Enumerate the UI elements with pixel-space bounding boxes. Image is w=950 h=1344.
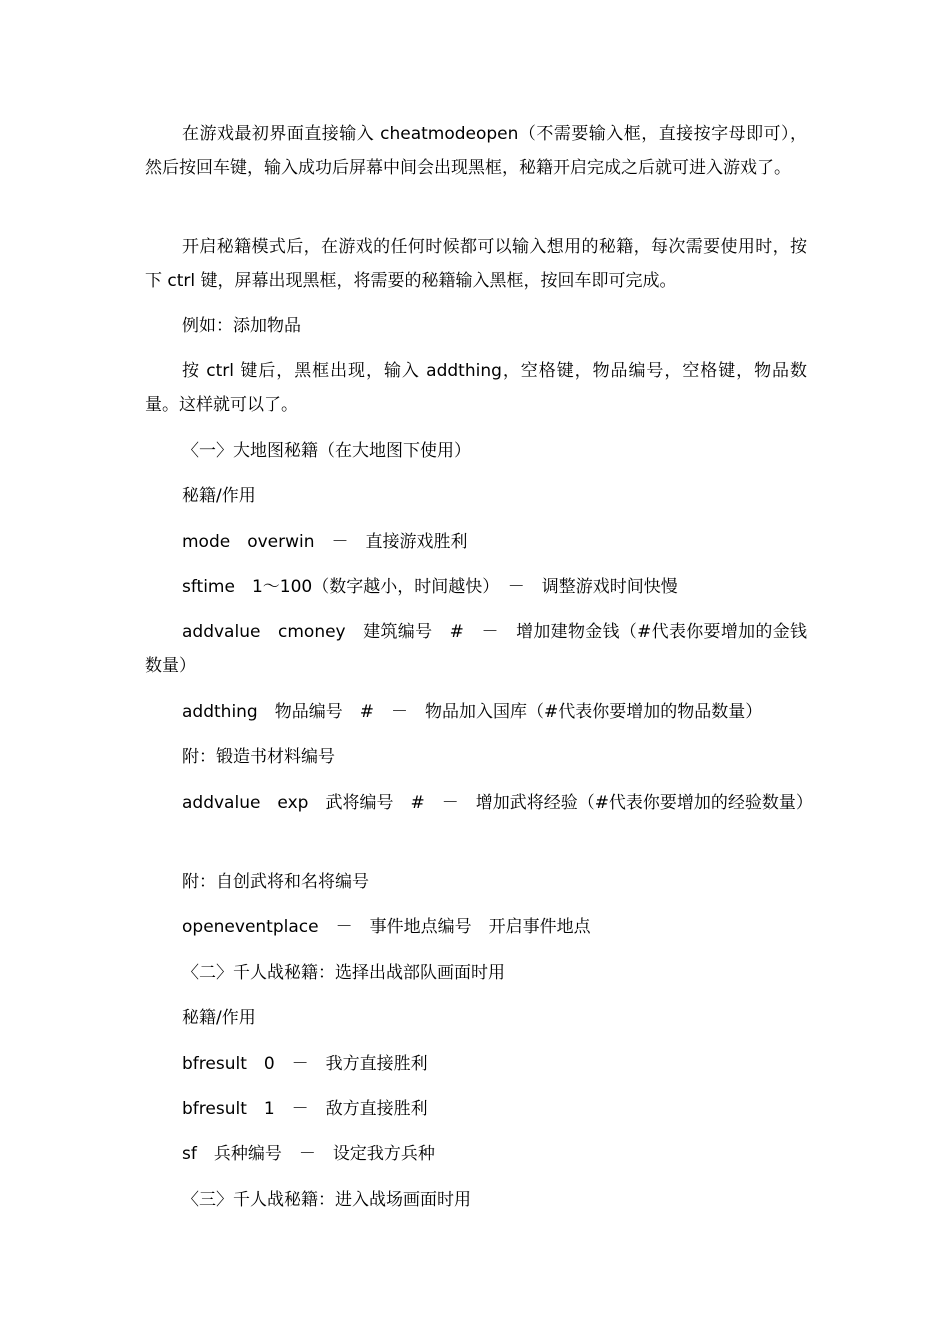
cheat-line: openeventplace － 事件地点编号 开启事件地点 (182, 917, 591, 937)
cheat-line: addvalue cmoney 建筑编号 # － 增加建物金钱（#代表你要增加的金钱数量） (145, 622, 807, 676)
cheat-line: bfresult 0 － 我方直接胜利 (182, 1054, 428, 1074)
section-heading-3: 〈三〉千人战秘籍：进入战场画面时用 (182, 1190, 471, 1210)
paragraph-cheatmode-intro: 在游戏最初界面直接输入 cheatmodeopen（不需要输入框，直接按字母即可），然后按回车键，输入成功后屏幕中间会出现黑框，秘籍开启完成之后就可进入游戏了。 (145, 124, 807, 178)
paragraph-usage: 开启秘籍模式后，在游戏的任何时候都可以输入想用的秘籍，每次需要使用时，按下 ctrl 键，屏幕出现黑框，将需要的秘籍输入黑框，按回车即可完成。 (145, 237, 807, 291)
table-header-cheat-effect: 秘籍/作用 (182, 1008, 256, 1028)
paragraph-example-steps: 按 ctrl 键后，黑框出现，输入 addthing，空格键，物品编号，空格键，物品数量。这样就可以了。 (145, 361, 807, 415)
section-heading-2: 〈二〉千人战秘籍：选择出战部队画面时用 (182, 963, 505, 983)
note-line: 附：锻造书材料编号 (182, 747, 335, 767)
cheat-line: addvalue exp 武将编号 # － 增加武将经验（#代表你要增加的经验数量） (182, 793, 813, 813)
note-line: 附：自创武将和名将编号 (182, 872, 369, 892)
cheat-line: addthing 物品编号 # － 物品加入国库（#代表你要增加的物品数量） (182, 702, 763, 722)
paragraph-example-heading: 例如：添加物品 (182, 316, 301, 336)
cheat-line: mode overwin － 直接游戏胜利 (182, 532, 468, 552)
cheat-line: sf 兵种编号 － 设定我方兵种 (182, 1144, 435, 1164)
cheat-line: bfresult 1 － 敌方直接胜利 (182, 1099, 428, 1119)
table-header-cheat-effect: 秘籍/作用 (182, 486, 256, 506)
section-heading-1: 〈一〉大地图秘籍（在大地图下使用） (182, 441, 471, 461)
cheat-line: sftime 1～100（数字越小，时间越快） － 调整游戏时间快慢 (182, 577, 678, 597)
